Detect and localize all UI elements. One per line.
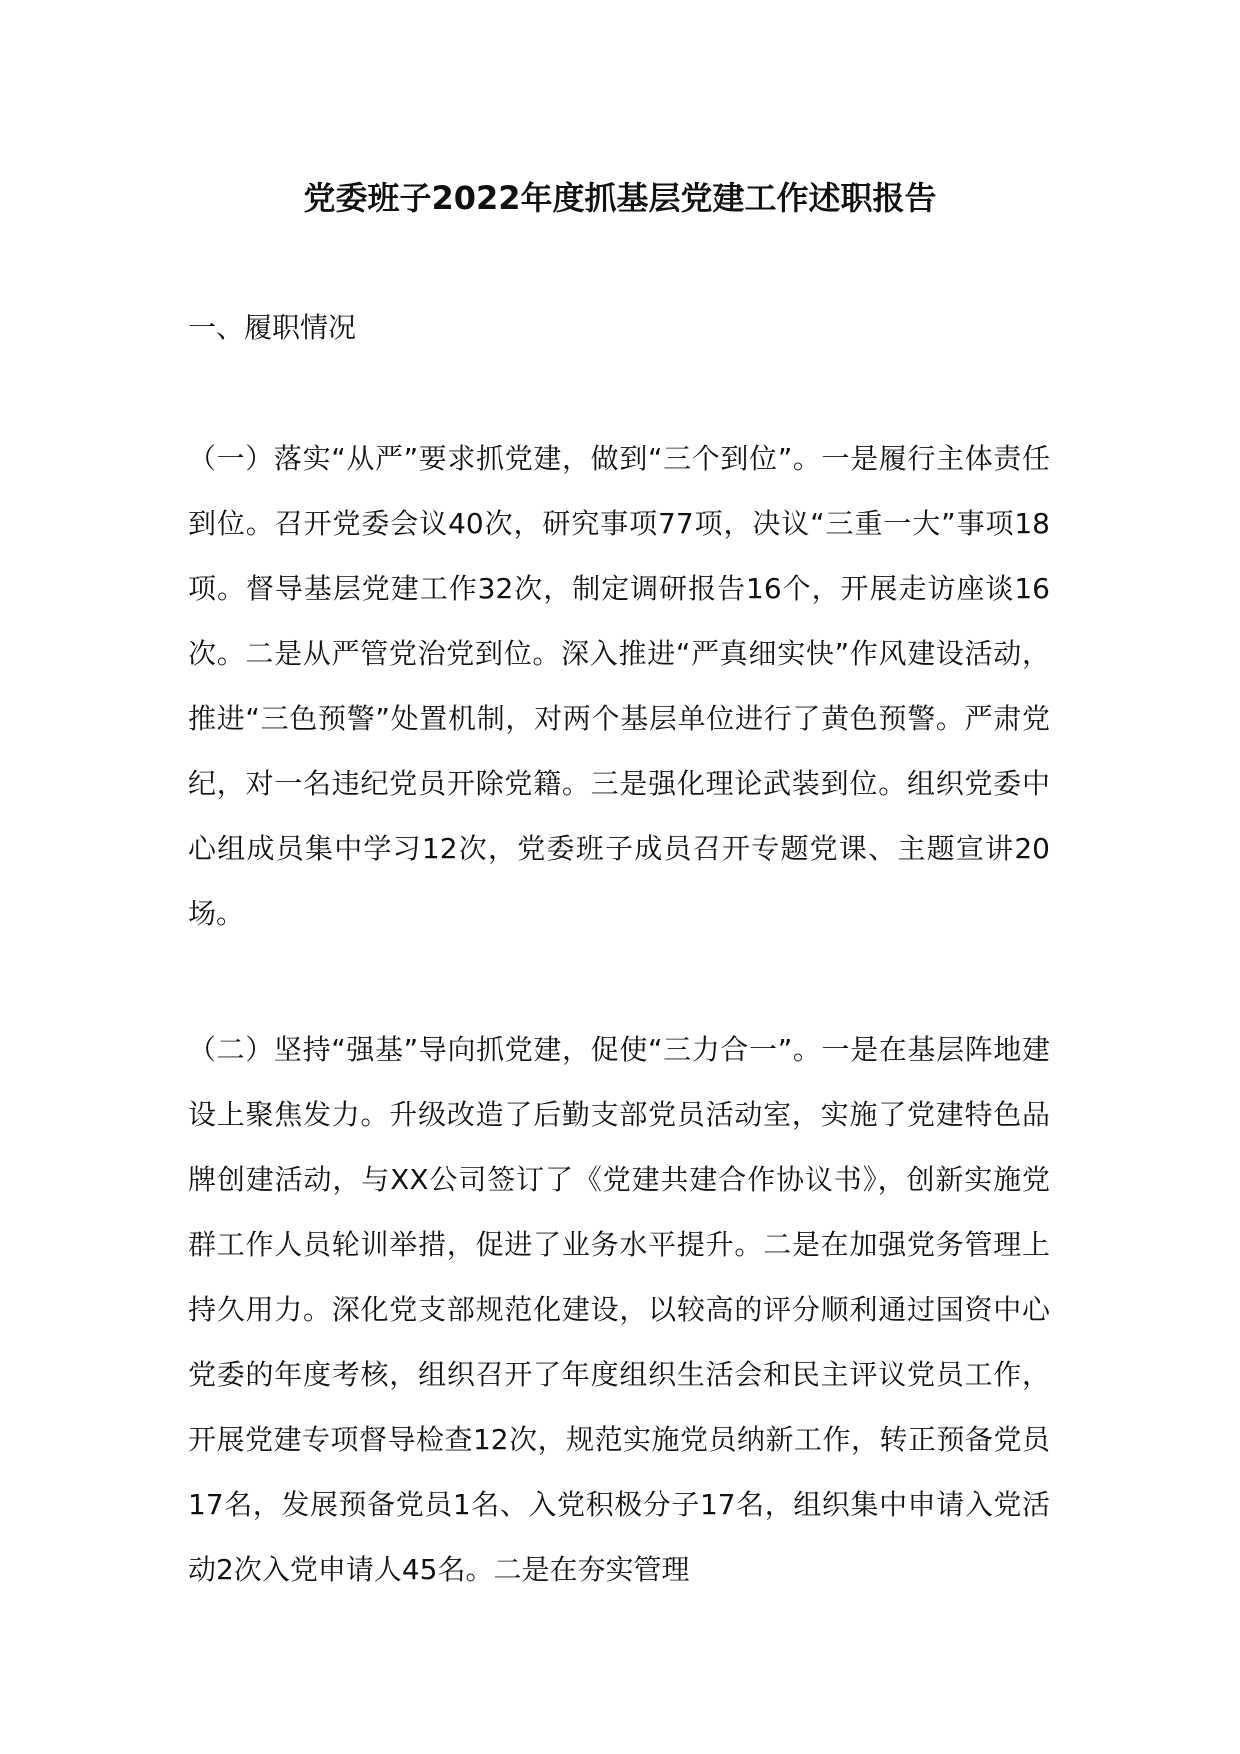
paragraph-1: （一）落实“从严”要求抓党建，做到“三个到位”。一是履行主体责任到位。召开党委会议40次，研究事项77项，决议“三重一大”事项18项。督导基层党建工作32次，制定调研报告16个，开展走访座谈16次。二是从严管党治党到位。深入推进“严真细实快”作风建设活动，推进“三色预警”处置机制，对两个基层单位进行了黄色预警。严肃党纪，对一名违纪党员开除党籍。三是强化理论武装到位。组织党委中心组成员集中学习12次，党委班子成员召开专题党课、主题宣讲20场。 [188,442,1050,930]
page-title: 党委班子2022年度抓基层党建工作述职报告 [303,179,937,217]
section-heading: 一、履职情况 [188,311,357,344]
paragraph-2: （二）坚持“强基”导向抓党建，促使“三力合一”。一是在基层阵地建设上聚焦发力。升级改造了后勤支部党员活动室，实施了党建特色品牌创建活动，与XX公司签订了《党建共建合作协议书》，创新实施党群工作人员轮训举措，促进了业务水平提升。二是在加强党务管理上持久用力。深化党支部规范化建设，以较高的评分顺利通过国资中心党委的年度考核，组织召开了年度组织生活会和民主评议党员工作，开展党建专项督导检查12次，规范实施党员纳新工作，转正预备党员17名，发展预备党员1名、入党积极分子17名，组织集中申请入党活动2次入党申请人45名。二是在夯实管理 [188,1033,1050,1586]
